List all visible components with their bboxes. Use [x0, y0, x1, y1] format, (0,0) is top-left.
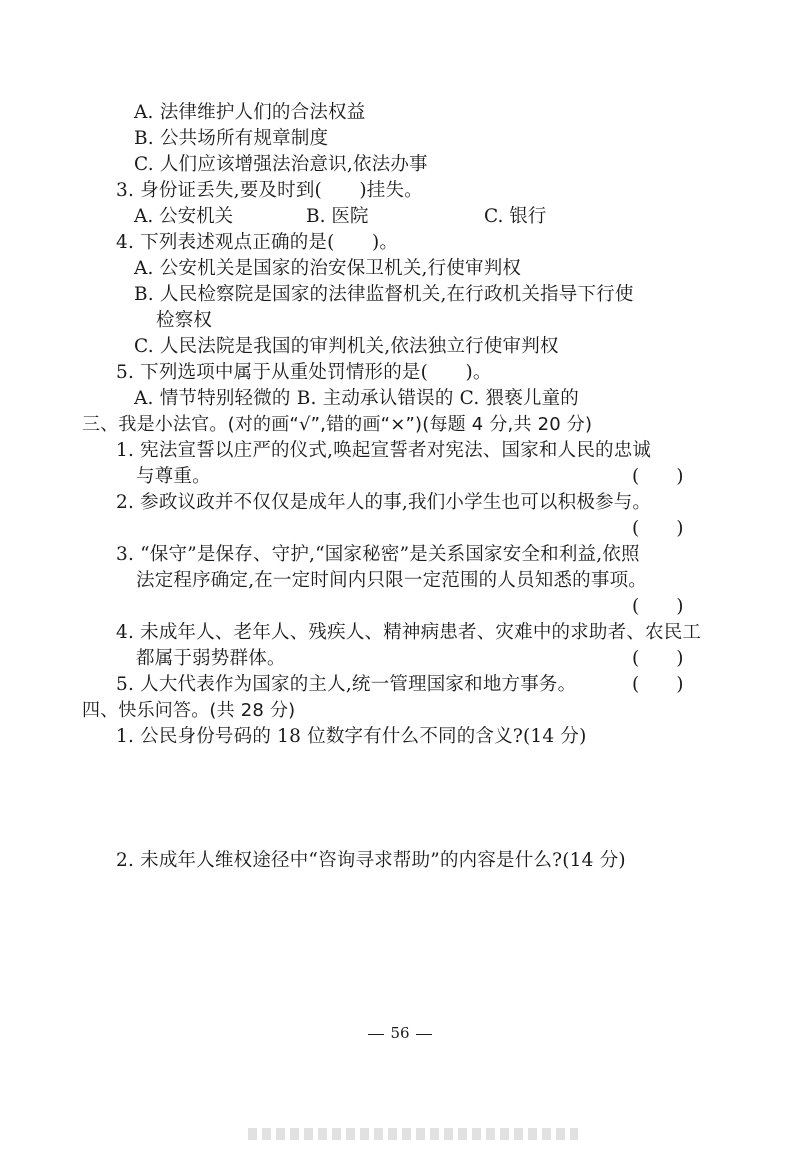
q4-option-b-line1: B. 人民检察院是国家的法律监督机关,在行政机关指导下行使	[134, 284, 634, 305]
section4-heading: 四、快乐问答。(共 28 分)	[82, 700, 296, 721]
q4-option-a: A. 公安机关是国家的治安保卫机关,行使审判权	[134, 258, 522, 279]
q4-option-c: C. 人民法院是我国的审判机关,依法独立行使审判权	[134, 336, 559, 357]
footer-faded-text	[248, 1128, 578, 1140]
q3-options	[134, 204, 574, 230]
page-number-dash-left	[368, 1034, 384, 1035]
page-number	[0, 1023, 800, 1043]
q5-options: A. 情节特别轻微的 B. 主动承认错误的 C. 猥亵儿童的	[134, 388, 579, 409]
q3-option-a: A. 公安机关	[134, 206, 234, 227]
judge-item-3-line1: 3. “保守”是保存、守护,“国家秘密”是关系国家安全和利益,依照	[116, 544, 640, 565]
judge-item-4-line2: 都属于弱势群体。	[136, 648, 286, 669]
qa-question-2: 2. 未成年人维权途径中“咨询寻求帮助”的内容是什么?(14 分)	[116, 850, 626, 871]
judge-item-3-answer-blank[interactable]: ( )	[632, 596, 684, 617]
q3-option-b: B. 医院	[306, 206, 369, 227]
judge-item-5-answer-blank[interactable]: ( )	[632, 674, 684, 695]
q2-option-a: A. 法律维护人们的合法权益	[134, 102, 366, 123]
judge-item-4-line1: 4. 未成年人、老年人、残疾人、精神病患者、灾难中的求助者、农民工	[116, 622, 702, 643]
judge-item-4-answer-blank[interactable]: ( )	[632, 648, 684, 669]
q4-option-b-line2: 检察权	[156, 310, 213, 331]
page-number-value: 56	[390, 1024, 410, 1042]
judge-item-5-line1: 5. 人大代表作为国家的主人,统一管理国家和地方事务。	[116, 674, 577, 695]
judge-item-2-line1: 2. 参政议政并不仅仅是成年人的事,我们小学生也可以积极参与。	[116, 492, 652, 513]
judge-item-1-answer-blank[interactable]: ( )	[632, 466, 684, 487]
judge-item-2-answer-blank[interactable]: ( )	[632, 518, 684, 539]
q3-stem: 3. 身份证丢失,要及时到( )挂失。	[116, 180, 423, 201]
judge-item-1-line2: 与尊重。	[136, 466, 211, 487]
judge-item-1-line1: 1. 宪法宣誓以庄严的仪式,唤起宣誓者对宪法、国家和人民的忠诚	[116, 440, 652, 461]
q4-stem: 4. 下列表述观点正确的是( )。	[116, 232, 399, 253]
section3-heading: 三、我是小法官。(对的画“√”,错的画“×”)(每题 4 分,共 20 分)	[82, 414, 593, 435]
qa-question-1: 1. 公民身份号码的 18 位数字有什么不同的含义?(14 分)	[116, 726, 587, 747]
q5-stem: 5. 下列选项中属于从重处罚情形的是( )。	[116, 362, 492, 383]
judge-item-3-line2: 法定程序确定,在一定时间内只限一定范围的人员知悉的事项。	[136, 570, 647, 591]
q2-option-b: B. 公共场所有规章制度	[134, 128, 329, 149]
page-number-dash-right	[416, 1034, 432, 1035]
q3-option-c: C. 银行	[484, 206, 547, 227]
q2-option-c: C. 人们应该增强法治意识,依法办事	[134, 154, 428, 175]
